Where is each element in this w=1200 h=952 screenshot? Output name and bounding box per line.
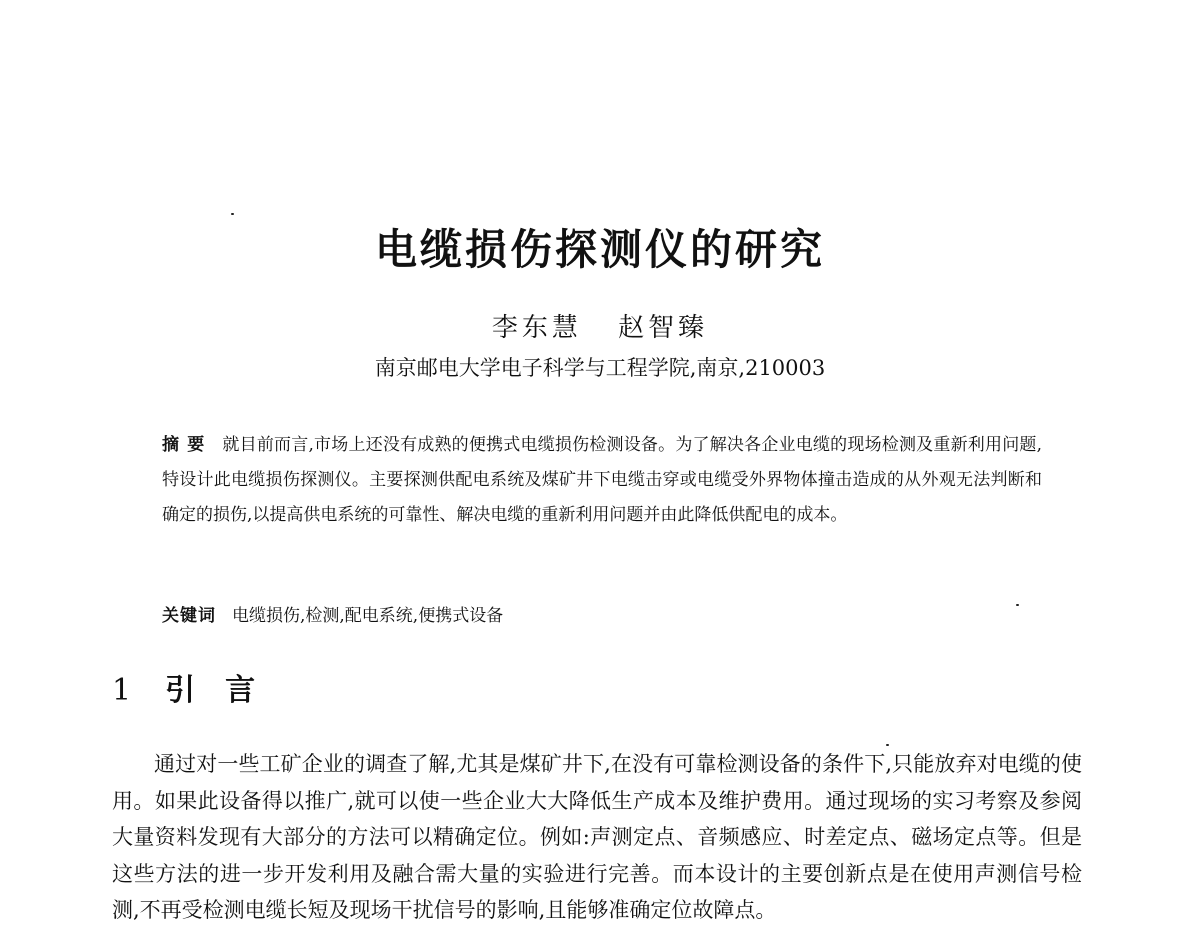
- scan-speck: [231, 213, 234, 215]
- abstract-text: 就目前而言,市场上还没有成熟的便携式电缆损伤检测设备。为了解决各企业电缆的现场检测及重新利用问题,特设计此电缆损伤探测仪。主要探测供配电系统及煤矿井下电缆击穿或电缆受外界物体撞击造成的从外观无法判断和确定的损伤,以提高供电系统的可靠性、解决电缆的重新利用问题并由此降低供配电的成本。: [162, 435, 1043, 525]
- section-title: 引言: [165, 673, 286, 708]
- section-number: 1: [112, 673, 132, 708]
- paper-authors: 李东慧 赵智臻: [491, 313, 709, 343]
- paper-title: 电缆损伤探测仪的研究: [374, 225, 825, 274]
- section-paragraph: 通过对一些工矿企业的调查了解,尤其是煤矿井下,在没有可靠检测设备的条件下,只能放弃对电缆的使用。如果此设备得以推广,就可以使一些企业大大降低生产成本及维护费用。通过现场的实习考察及参阅大量资料发现有大部分的方法可以精确定位。例如:声测定点、音频感应、时差定点、磁场定点等。但是这些方法的进一步开发利用及融合需大量的实验进行完善。而本设计的主要创新点是在使用声测信号检测,不再受检测电缆长短及现场干扰信号的影响,且能够准确定位故障点。: [112, 752, 1082, 922]
- keywords: [162, 600, 1042, 632]
- abstract: [162, 428, 1042, 533]
- section-heading: [112, 668, 285, 714]
- keywords-label: 关键词: [162, 606, 216, 626]
- keywords-text: 电缆损伤,检测,配电系统,便携式设备: [232, 606, 504, 626]
- paper-affiliation: 南京邮电大学电子科学与工程学院,南京,210003: [374, 356, 826, 380]
- abstract-label: 摘要: [162, 435, 213, 455]
